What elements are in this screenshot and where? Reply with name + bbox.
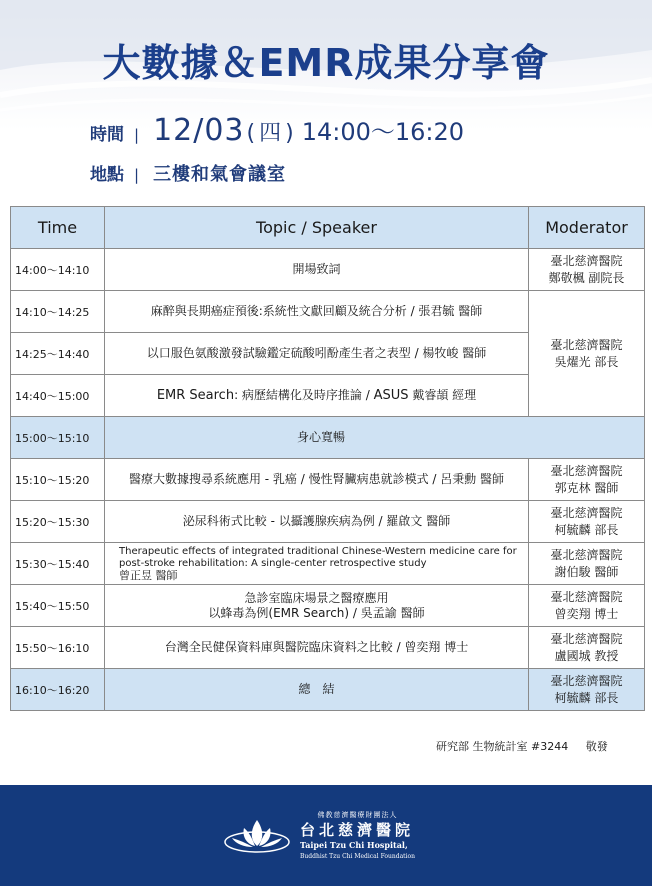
header-moderator: Moderator [529,207,645,249]
moderator-hospital: 臺北慈濟醫院 [550,337,623,352]
row-topic: 台灣全民健保資料庫與醫院臨床資料之比較 / 曾奕翔 博士 [105,627,529,669]
row-time: 15:40～15:50 [11,585,105,627]
row-moderator [529,585,645,627]
schedule-table [10,206,645,711]
time-row [90,112,464,148]
weekday-close-paren: ) [285,121,294,146]
logo-foundation-en: Buddhist Tzu Chi Medical Foundation [300,853,415,860]
logo-hospital-en: Taipei Tzu Chi Hospital, [300,840,408,850]
table-row [11,543,645,585]
row-time: 15:30～15:40 [11,543,105,585]
row-time: 14:40～15:00 [11,375,105,417]
moderator-hospital: 臺北慈濟醫院 [550,463,623,478]
row-time: 15:10～15:20 [11,459,105,501]
row-topic [105,543,529,585]
moderator-hospital: 臺北慈濟醫院 [550,589,623,604]
row-moderator [529,249,645,291]
row-topic: 醫療大數據搜尋系統應用 - 乳癌 / 慢性腎臟病患就診模式 / 呂秉勳 醫師 [105,459,529,501]
moderator-hospital: 臺北慈濟醫院 [550,547,623,562]
header-time: Time [11,207,105,249]
row-topic [105,585,529,627]
logo-text [300,809,415,863]
row-moderator [529,459,645,501]
row-topic: 麻醉與長期癌症預後:系統性文獻回顧及統合分析 / 張君毓 醫師 [105,291,529,333]
logo-foundation-cn: 佛教慈濟醫療財團法人 [317,811,398,819]
hospital-logo [222,809,415,863]
topic-text: : 病歷結構化及時序推論 / [234,388,374,402]
table-row-break [11,417,645,459]
event-time-range: 14:00～16:20 [301,118,465,146]
table-header-row [11,207,645,249]
row-time: 15:00～15:10 [11,417,105,459]
event-weekday: 四 [259,121,282,146]
moderator-hospital: 臺北慈濟醫院 [550,253,623,268]
table-row-closing [11,669,645,711]
row-topic: 開場致詞 [105,249,529,291]
row-time: 15:50～16:10 [11,627,105,669]
signoff-department: 研究部 生物統計室 #3244 [436,740,569,753]
topic-speaker: 曾正昱 醫師 [119,568,178,582]
row-time: 14:25～14:40 [11,333,105,375]
logo-hospital-cn: 台北慈濟醫院 [300,821,415,839]
topic-speaker: 戴睿頡 經理 [408,388,477,402]
topic-english-title: Therapeutic effects of integrated traditional Chinese-Western medicine care for post-stroke rehabilitation: A single-center retrospective study [119,545,517,569]
moderator-hospital: 臺北慈濟醫院 [550,631,623,646]
place-label: 地點 [90,165,124,185]
event-date: 12/03 [153,113,245,148]
topic-line-1: 急診室臨床場景之醫療應用 [244,590,389,605]
time-label: 時間 [90,125,124,145]
place-separator: | [134,166,140,184]
table-row [11,585,645,627]
moderator-hospital: 臺北慈濟醫院 [550,673,623,688]
header-topic: Topic / Speaker [105,207,529,249]
place-row [90,160,286,186]
time-separator: | [134,126,140,144]
row-topic: 泌尿科術式比較 - 以攝護腺疾病為例 / 羅啟文 醫師 [105,501,529,543]
table-row [11,627,645,669]
table-row [11,249,645,291]
event-place: 三樓和氣會議室 [153,164,287,185]
table-row [11,501,645,543]
row-moderator [529,627,645,669]
row-topic: 總 結 [105,669,529,711]
row-topic: 以口服色氨酸激發試驗鑑定硫酸吲酚產生者之表型 / 楊牧峻 醫師 [105,333,529,375]
row-time: 15:20～15:30 [11,501,105,543]
moderator-name: 吳燿光 部長 [554,354,619,369]
row-moderator [529,291,645,417]
topic-line-2: 以蜂毒為例(EMR Search) / 吳孟諭 醫師 [208,605,425,620]
footer-banner [0,785,652,886]
moderator-name: 柯毓麟 部長 [554,522,619,537]
row-moderator [529,669,645,711]
moderator-name: 鄭敬楓 副院長 [548,270,625,285]
moderator-name: 謝伯駿 醫師 [554,564,619,579]
row-moderator [529,501,645,543]
signoff [436,738,608,754]
page-title: 大數據＆EMR成果分享會 [102,41,550,85]
row-topic [105,375,529,417]
row-topic [105,417,645,459]
moderator-name: 曾奕翔 博士 [554,606,619,621]
table-row [11,459,645,501]
moderator-name: 盧國城 教授 [554,648,619,663]
row-time: 16:10～16:20 [11,669,105,711]
signoff-closing: 敬發 [585,740,608,753]
moderator-hospital: 臺北慈濟醫院 [550,505,623,520]
row-time: 14:00～14:10 [11,249,105,291]
row-moderator [529,543,645,585]
moderator-name: 柯毓麟 部長 [554,690,619,705]
tzu-chi-lotus-logo-icon [222,816,292,856]
moderator-name: 郭克林 醫師 [554,480,619,495]
topic-asus: ASUS [373,388,409,403]
weekday-open-paren: ( [246,121,256,146]
row-time: 14:10～14:25 [11,291,105,333]
break-label: 身心寬暢 [296,430,345,444]
topic-emr-search: EMR Search [156,388,235,403]
table-row [11,291,645,333]
